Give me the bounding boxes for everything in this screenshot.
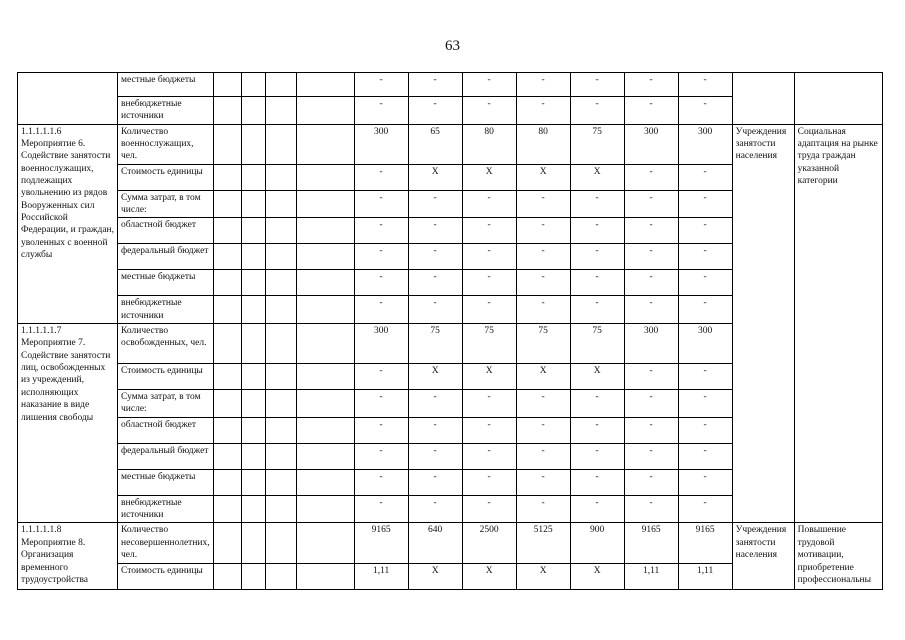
value-cell: - — [570, 97, 624, 125]
empty-cell — [241, 190, 265, 218]
value-cell: - — [678, 495, 732, 523]
value-cell: - — [408, 495, 462, 523]
empty-cell — [241, 124, 265, 164]
value-cell: - — [516, 443, 570, 469]
executor-cell: Учреждения занятости населения — [732, 124, 794, 523]
empty-cell — [265, 218, 296, 244]
value-cell: - — [516, 417, 570, 443]
empty-cell — [213, 390, 241, 418]
value-cell: 300 — [624, 124, 678, 164]
value-cell: - — [408, 417, 462, 443]
empty-cell — [265, 443, 296, 469]
value-cell: - — [516, 73, 570, 97]
indicator-cell: федеральный бюджет — [118, 244, 214, 270]
value-cell: 80 — [516, 124, 570, 164]
value-cell: - — [462, 190, 516, 218]
value-cell: - — [624, 73, 678, 97]
value-cell: - — [624, 495, 678, 523]
value-cell: - — [516, 270, 570, 296]
value-cell: - — [462, 270, 516, 296]
empty-cell — [213, 97, 241, 125]
empty-cell — [241, 244, 265, 270]
empty-cell — [296, 324, 354, 364]
value-cell: Х — [462, 164, 516, 190]
empty-cell — [213, 364, 241, 390]
result-cell: Повышение трудовой мотивации, приобретение профессиональны — [794, 523, 882, 589]
value-cell: Х — [408, 164, 462, 190]
indicator-cell: Количество несовершеннолетних, чел. — [118, 523, 214, 563]
value-cell: - — [408, 296, 462, 324]
measure-cell: 1.1.1.1.1.7 Мероприятие 7. Содействие занятости лиц, освобожденных из учреждений, исполняющих наказание в виде лишения свободы — [18, 324, 118, 523]
empty-cell — [213, 417, 241, 443]
value-cell: 75 — [570, 324, 624, 364]
value-cell: 300 — [354, 124, 408, 164]
empty-cell — [213, 563, 241, 589]
value-cell: 75 — [516, 324, 570, 364]
value-cell: - — [624, 244, 678, 270]
value-cell: - — [462, 417, 516, 443]
value-cell: - — [570, 495, 624, 523]
value-cell: - — [516, 469, 570, 495]
empty-cell — [213, 270, 241, 296]
value-cell: - — [408, 73, 462, 97]
value-cell: - — [516, 296, 570, 324]
value-cell: Х — [570, 364, 624, 390]
value-cell: 300 — [354, 324, 408, 364]
value-cell: 9165 — [624, 523, 678, 563]
value-cell: 75 — [408, 324, 462, 364]
empty-cell — [241, 324, 265, 364]
value-cell: 1,11 — [624, 563, 678, 589]
empty-cell — [241, 417, 265, 443]
empty-cell — [241, 390, 265, 418]
empty-cell — [296, 218, 354, 244]
value-cell: Х — [570, 563, 624, 589]
value-cell: - — [678, 364, 732, 390]
value-cell: - — [354, 390, 408, 418]
empty-cell — [213, 73, 241, 97]
value-cell: Х — [516, 563, 570, 589]
empty-cell — [265, 124, 296, 164]
value-cell: - — [570, 296, 624, 324]
value-cell: - — [516, 97, 570, 125]
empty-cell — [296, 390, 354, 418]
value-cell: - — [354, 364, 408, 390]
value-cell: - — [462, 218, 516, 244]
value-cell: - — [624, 364, 678, 390]
empty-cell — [213, 443, 241, 469]
empty-cell — [213, 190, 241, 218]
empty-cell — [296, 417, 354, 443]
table-row — [18, 124, 883, 164]
empty-cell — [241, 469, 265, 495]
value-cell: 65 — [408, 124, 462, 164]
value-cell: - — [678, 164, 732, 190]
value-cell: - — [678, 190, 732, 218]
value-cell: - — [624, 390, 678, 418]
value-cell: 640 — [408, 523, 462, 563]
value-cell: - — [354, 296, 408, 324]
value-cell: - — [516, 190, 570, 218]
value-cell: - — [624, 443, 678, 469]
value-cell: - — [354, 495, 408, 523]
value-cell: - — [354, 97, 408, 125]
empty-cell — [213, 469, 241, 495]
empty-cell — [296, 495, 354, 523]
empty-cell — [265, 364, 296, 390]
value-cell: - — [678, 469, 732, 495]
indicator-cell: внебюджетные источники — [118, 97, 214, 125]
value-cell: - — [462, 390, 516, 418]
value-cell: - — [408, 270, 462, 296]
value-cell: - — [516, 390, 570, 418]
empty-cell — [265, 73, 296, 97]
value-cell: Х — [408, 563, 462, 589]
indicator-cell: местные бюджеты — [118, 469, 214, 495]
empty-cell — [265, 390, 296, 418]
empty-cell — [265, 270, 296, 296]
value-cell: - — [570, 469, 624, 495]
value-cell: - — [624, 218, 678, 244]
empty-cell — [296, 124, 354, 164]
empty-cell — [296, 523, 354, 563]
value-cell: - — [462, 443, 516, 469]
value-cell: Х — [408, 364, 462, 390]
empty-cell — [213, 523, 241, 563]
indicator-cell: Сумма затрат, в том числе: — [118, 190, 214, 218]
value-cell: 2500 — [462, 523, 516, 563]
value-cell: - — [678, 296, 732, 324]
value-cell: 5125 — [516, 523, 570, 563]
empty-cell — [265, 190, 296, 218]
value-cell: 300 — [624, 324, 678, 364]
empty-cell — [296, 443, 354, 469]
value-cell: - — [624, 270, 678, 296]
value-cell: Х — [462, 364, 516, 390]
result-cell: Социальная адаптация на рынке труда граждан указанной категории — [794, 124, 882, 523]
value-cell: - — [570, 270, 624, 296]
indicator-cell: Сумма затрат, в том числе: — [118, 390, 214, 418]
value-cell: - — [678, 417, 732, 443]
value-cell: - — [408, 390, 462, 418]
value-cell: - — [354, 469, 408, 495]
value-cell: - — [354, 443, 408, 469]
empty-cell — [296, 73, 354, 97]
indicator-cell: внебюджетные источники — [118, 495, 214, 523]
value-cell: - — [354, 244, 408, 270]
empty-cell — [241, 270, 265, 296]
empty-cell — [213, 124, 241, 164]
value-cell: - — [354, 417, 408, 443]
value-cell: 900 — [570, 523, 624, 563]
value-cell: - — [624, 469, 678, 495]
value-cell: - — [678, 97, 732, 125]
empty-cell — [265, 563, 296, 589]
value-cell: - — [678, 390, 732, 418]
value-cell: 9165 — [354, 523, 408, 563]
value-cell: Х — [570, 164, 624, 190]
empty-cell — [241, 73, 265, 97]
value-cell: - — [462, 97, 516, 125]
value-cell: - — [408, 443, 462, 469]
value-cell: - — [678, 73, 732, 97]
indicator-cell: местные бюджеты — [118, 73, 214, 97]
value-cell: - — [624, 417, 678, 443]
empty-cell — [241, 563, 265, 589]
value-cell: - — [516, 244, 570, 270]
value-cell: - — [408, 244, 462, 270]
value-cell: - — [462, 469, 516, 495]
value-cell: - — [354, 270, 408, 296]
value-cell: - — [678, 270, 732, 296]
empty-cell — [265, 296, 296, 324]
value-cell: - — [624, 296, 678, 324]
empty-cell — [265, 495, 296, 523]
value-cell: 300 — [678, 124, 732, 164]
indicator-cell: федеральный бюджет — [118, 443, 214, 469]
empty-cell — [241, 218, 265, 244]
result-cell — [794, 73, 882, 125]
empty-cell — [213, 495, 241, 523]
indicator-cell: Стоимость единицы — [118, 164, 214, 190]
value-cell: Х — [516, 364, 570, 390]
empty-cell — [213, 244, 241, 270]
empty-cell — [296, 164, 354, 190]
value-cell: - — [462, 296, 516, 324]
value-cell: - — [570, 417, 624, 443]
value-cell: - — [678, 218, 732, 244]
value-cell: - — [408, 469, 462, 495]
value-cell: 75 — [570, 124, 624, 164]
indicator-cell: Количество освобожденных, чел. — [118, 324, 214, 364]
value-cell: - — [354, 218, 408, 244]
value-cell: - — [462, 244, 516, 270]
empty-cell — [296, 270, 354, 296]
value-cell: - — [624, 164, 678, 190]
value-cell: - — [354, 190, 408, 218]
empty-cell — [265, 523, 296, 563]
value-cell: - — [570, 244, 624, 270]
page-number: 63 — [445, 38, 460, 54]
indicator-cell: Стоимость единицы — [118, 563, 214, 589]
value-cell: - — [570, 390, 624, 418]
empty-cell — [296, 469, 354, 495]
value-cell: - — [570, 218, 624, 244]
value-cell: - — [678, 443, 732, 469]
empty-cell — [265, 97, 296, 125]
value-cell: - — [624, 97, 678, 125]
value-cell: - — [570, 73, 624, 97]
value-cell: - — [624, 190, 678, 218]
empty-cell — [213, 218, 241, 244]
value-cell: - — [570, 443, 624, 469]
value-cell: - — [678, 244, 732, 270]
indicator-cell: местные бюджеты — [118, 270, 214, 296]
empty-cell — [296, 190, 354, 218]
empty-cell — [241, 495, 265, 523]
value-cell: - — [408, 190, 462, 218]
empty-cell — [265, 164, 296, 190]
value-cell: 80 — [462, 124, 516, 164]
empty-cell — [265, 469, 296, 495]
empty-cell — [213, 324, 241, 364]
measure-cell: 1.1.1.1.1.6 Мероприятие 6. Содействие занятости военнослужащих, подлежащих увольнению из рядов Вооруженных сил Российской Федерации, и граждан, уволенных с военной службы — [18, 124, 118, 323]
value-cell: - — [516, 495, 570, 523]
value-cell: - — [408, 97, 462, 125]
empty-cell — [265, 324, 296, 364]
value-cell: 75 — [462, 324, 516, 364]
value-cell: - — [408, 218, 462, 244]
empty-cell — [213, 296, 241, 324]
value-cell: - — [462, 495, 516, 523]
empty-cell — [296, 97, 354, 125]
value-cell: - — [570, 190, 624, 218]
value-cell: 1,11 — [354, 563, 408, 589]
table-row — [18, 73, 883, 97]
value-cell: - — [462, 73, 516, 97]
table-row — [18, 523, 883, 563]
empty-cell — [241, 523, 265, 563]
value-cell: 1,11 — [678, 563, 732, 589]
value-cell: Х — [516, 164, 570, 190]
executor-cell: Учреждения занятости населения — [732, 523, 794, 589]
empty-cell — [296, 296, 354, 324]
value-cell: - — [516, 218, 570, 244]
indicator-cell: Количество военнослужащих, чел. — [118, 124, 214, 164]
empty-cell — [296, 364, 354, 390]
indicator-cell: областной бюджет — [118, 218, 214, 244]
indicator-cell: Стоимость единицы — [118, 364, 214, 390]
indicator-cell: внебюджетные источники — [118, 296, 214, 324]
empty-cell — [241, 97, 265, 125]
executor-cell — [732, 73, 794, 125]
value-cell: 9165 — [678, 523, 732, 563]
measure-cell — [18, 73, 118, 125]
empty-cell — [296, 563, 354, 589]
empty-cell — [296, 244, 354, 270]
value-cell: Х — [462, 563, 516, 589]
indicator-cell: областной бюджет — [118, 417, 214, 443]
value-cell: - — [354, 164, 408, 190]
empty-cell — [241, 296, 265, 324]
empty-cell — [265, 244, 296, 270]
empty-cell — [241, 443, 265, 469]
measure-cell: 1.1.1.1.1.8 Мероприятие 8. Организация временного трудоустройства — [18, 523, 118, 589]
program-table — [17, 72, 883, 590]
value-cell: 300 — [678, 324, 732, 364]
empty-cell — [213, 164, 241, 190]
value-cell: - — [354, 73, 408, 97]
empty-cell — [265, 417, 296, 443]
empty-cell — [241, 164, 265, 190]
empty-cell — [241, 364, 265, 390]
